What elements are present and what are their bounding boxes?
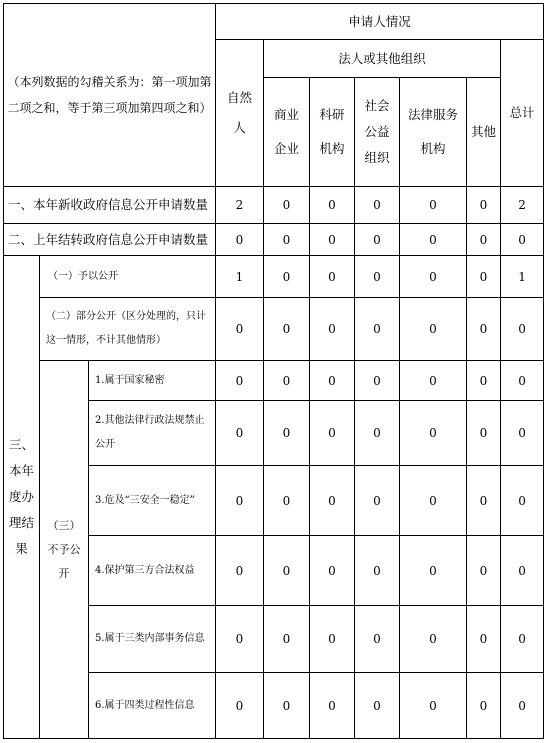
- cell-value: 0: [501, 298, 544, 361]
- cell-value: 0: [355, 187, 400, 224]
- cell-value: 0: [310, 256, 355, 298]
- cell-value: 0: [400, 298, 467, 361]
- cell-value: 0: [400, 673, 467, 739]
- cell-value: 0: [216, 298, 264, 361]
- row-partial-label: （二）部分公开（区分处理的，只计这一情形，不计其他情形）: [40, 298, 216, 361]
- cell-value: 0: [310, 298, 355, 361]
- cell-value: 0: [310, 187, 355, 224]
- cell-value: 0: [310, 606, 355, 673]
- row-deny-item-label: 3.危及“三安全一稳定”: [89, 466, 216, 536]
- cell-value: 0: [400, 466, 467, 536]
- total-header: 总计: [501, 40, 544, 187]
- cell-value: 0: [310, 224, 355, 256]
- cell-value: 0: [400, 536, 467, 606]
- cell-value: 0: [501, 361, 544, 401]
- row-deny-item-label: 4.保护第三方合法权益: [89, 536, 216, 606]
- cell-value: 0: [467, 224, 501, 256]
- cell-value: 0: [400, 401, 467, 466]
- cell-value: 0: [355, 298, 400, 361]
- cell-value: 0: [310, 536, 355, 606]
- col-header-legal-service: 法律服务机构: [400, 78, 467, 187]
- cell-value: 0: [400, 224, 467, 256]
- cell-value: 0: [264, 298, 310, 361]
- cell-value: 0: [355, 256, 400, 298]
- col-header-other: 其他: [467, 78, 501, 187]
- cell-value: 0: [310, 466, 355, 536]
- cell-value: 0: [501, 673, 544, 739]
- cell-value: 0: [355, 224, 400, 256]
- col-header-business: 商业企业: [264, 78, 310, 187]
- header-note: （本列数据的勾稽关系为：第一项加第二项之和，等于第三项加第四项之和）: [7, 75, 212, 115]
- cell-value: 0: [264, 401, 310, 466]
- cell-value: 0: [501, 606, 544, 673]
- natural-person-header: 自然人: [216, 40, 264, 187]
- cell-value: 0: [264, 673, 310, 739]
- result-group-label: 三、本年度办理结果: [4, 256, 40, 739]
- cell-value: 0: [467, 361, 501, 401]
- cell-value: 0: [355, 361, 400, 401]
- cell-value: 0: [310, 361, 355, 401]
- row-deny-item-label: 1.属于国家秘密: [89, 361, 216, 401]
- row-deny-item-label: 2.其他法律行政法规禁止公开: [89, 401, 216, 466]
- col-header-public-welfare: 社会公益组织: [355, 78, 400, 187]
- cell-value: 0: [467, 536, 501, 606]
- cell-value: 0: [310, 673, 355, 739]
- cell-value: 0: [216, 673, 264, 739]
- cell-value: 1: [216, 256, 264, 298]
- cell-value: 0: [467, 401, 501, 466]
- cell-value: 0: [355, 606, 400, 673]
- legal-group-header: 法人或其他组织: [264, 40, 501, 78]
- cell-value: 0: [501, 401, 544, 466]
- cell-value: 0: [216, 466, 264, 536]
- row-carry-over-label: 二、上年结转政府信息公开申请数量: [4, 224, 216, 256]
- cell-value: 0: [467, 298, 501, 361]
- cell-value: 0: [216, 606, 264, 673]
- disclosure-table: [3, 3, 544, 739]
- cell-value: 0: [355, 401, 400, 466]
- cell-value: 0: [264, 256, 310, 298]
- cell-value: 0: [216, 361, 264, 401]
- cell-value: 0: [467, 187, 501, 224]
- deny-group-label: （三）不予公开: [40, 361, 89, 739]
- cell-value: 2: [216, 187, 264, 224]
- row-deny-item-label: 6.属于四类过程性信息: [89, 673, 216, 739]
- row-new-apps-label: 一、本年新收政府信息公开申请数量: [4, 187, 216, 224]
- cell-value: 0: [501, 536, 544, 606]
- cell-value: 0: [501, 466, 544, 536]
- cell-value: 0: [310, 401, 355, 466]
- row-grant-label: （一）予以公开: [40, 256, 216, 298]
- cell-value: 0: [400, 256, 467, 298]
- cell-value: 0: [264, 606, 310, 673]
- cell-value: 2: [501, 187, 544, 224]
- cell-value: 0: [467, 466, 501, 536]
- cell-value: 0: [400, 606, 467, 673]
- cell-value: 1: [501, 256, 544, 298]
- cell-value: 0: [264, 361, 310, 401]
- cell-value: 0: [355, 466, 400, 536]
- cell-value: 0: [216, 536, 264, 606]
- cell-value: 0: [216, 401, 264, 466]
- cell-value: 0: [216, 224, 264, 256]
- row-deny-item-label: 5.属于三类内部事务信息: [89, 606, 216, 673]
- header-note-cell: [4, 4, 216, 187]
- cell-value: 0: [400, 187, 467, 224]
- cell-value: 0: [400, 361, 467, 401]
- applicant-header: 申请人情况: [216, 4, 544, 40]
- cell-value: 0: [467, 673, 501, 739]
- cell-value: 0: [264, 466, 310, 536]
- col-header-research: 科研机构: [310, 78, 355, 187]
- cell-value: 0: [467, 606, 501, 673]
- cell-value: 0: [264, 536, 310, 606]
- cell-value: 0: [355, 536, 400, 606]
- cell-value: 0: [264, 187, 310, 224]
- cell-value: 0: [501, 224, 544, 256]
- cell-value: 0: [264, 224, 310, 256]
- cell-value: 0: [355, 673, 400, 739]
- cell-value: 0: [467, 256, 501, 298]
